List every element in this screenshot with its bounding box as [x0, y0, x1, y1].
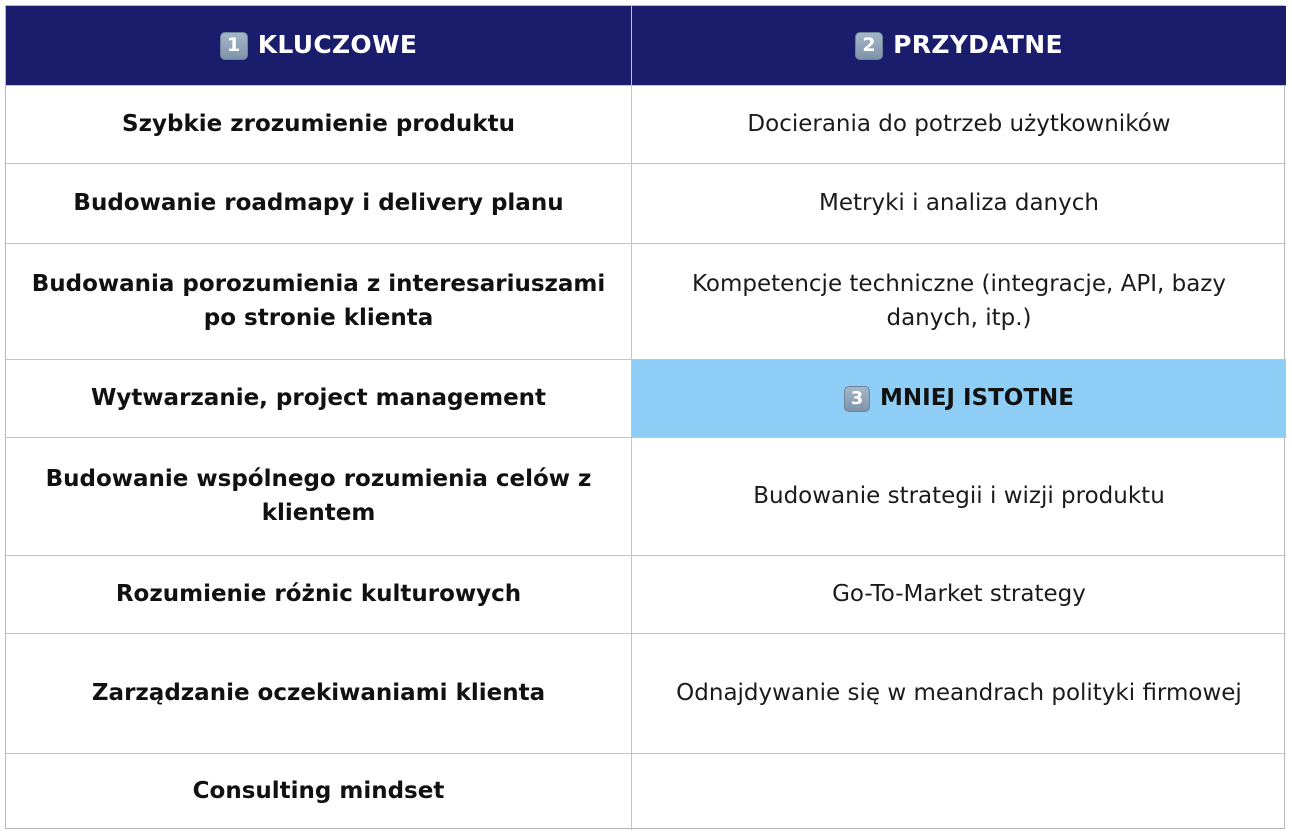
kluczowe-item: Budowania porozumienia z interesariuszami po stronie klienta [6, 244, 632, 360]
header-przydatne [632, 6, 1286, 86]
przydatne-item: Docierania do potrzeb użytkowników [632, 86, 1286, 164]
priority-table [5, 5, 1285, 829]
kluczowe-item: Budowanie wspólnego rozumienia celów z klientem [6, 438, 632, 556]
kluczowe-item: Budowanie roadmapy i delivery planu [6, 164, 632, 244]
mniej-istotne-item: Budowanie strategii i wizji produktu [632, 438, 1286, 556]
header-kluczowe [6, 6, 632, 86]
przydatne-item: Metryki i analiza danych [632, 164, 1286, 244]
kluczowe-item: Szybkie zrozumienie produktu [6, 86, 632, 164]
kluczowe-item: Zarządzanie oczekiwaniami klienta [6, 634, 632, 754]
przydatne-item: Kompetencje techniczne (integracje, API, bazy danych, itp.) [632, 244, 1286, 360]
header-mniej-istotne-label: MNIEJ ISTOTNE [880, 384, 1074, 411]
mniej-istotne-item: Odnajdywanie się w meandrach polityki firmowej [632, 634, 1286, 754]
keycap-three-icon: 3 [844, 386, 870, 412]
mniej-istotne-item: Go-To-Market strategy [632, 556, 1286, 634]
kluczowe-item: Consulting mindset [6, 754, 632, 830]
header-przydatne-label: PRZYDATNE [893, 30, 1063, 60]
header-kluczowe-label: KLUCZOWE [257, 30, 418, 60]
keycap-two-icon: 2 [855, 32, 883, 60]
empty-cell [632, 754, 1286, 830]
kluczowe-item: Rozumienie różnic kulturowych [6, 556, 632, 634]
keycap-one-icon: 1 [220, 32, 248, 60]
header-mniej-istotne [632, 360, 1286, 438]
kluczowe-item: Wytwarzanie, project management [6, 360, 632, 438]
